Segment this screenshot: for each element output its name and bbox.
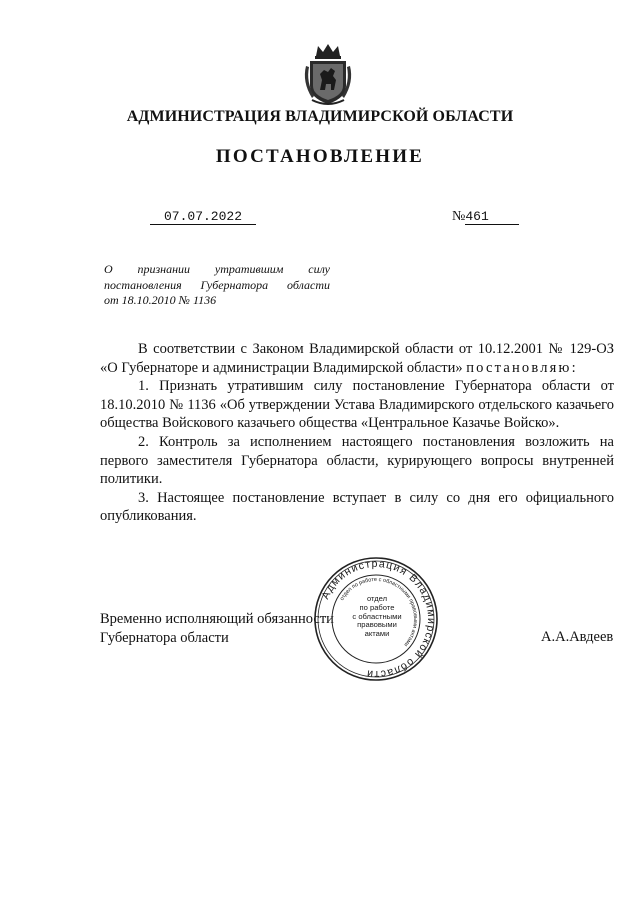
stamp-outer-text: Администрация Владимирской области [319,557,438,681]
decree-word: постановляю: [466,359,578,376]
subject-line: О признании утратившим силу [104,262,330,276]
preamble-text: В соответствии с Законом Владимирской области от 10.12.2001 № 129-ОЗ «О Губернаторе и администрации Владимирской области» [100,341,614,376]
subject-line: постановления Губернатора области [104,277,330,292]
item-paragraph-3: 3. Настоящее постановление вступает в силу со дня его официального опубликования. [100,489,614,525]
stamp-center-line: по работе [359,602,395,612]
stamp-inner-text: отдел по работе с областными правовыми актами [339,576,419,648]
document-subject [104,262,330,309]
document-body [100,340,614,526]
document-type: ПОСТАНОВЛЕНИЕ [215,146,425,167]
signatory-position-line: Временно исполняющий обязанности [100,611,334,627]
signatory-position [100,610,334,648]
coat-of-arms-icon [300,42,356,106]
signatory-name: А.А.Авдеев [541,629,614,645]
number-sign: № [452,209,466,224]
stamp-center-line: правовыми [357,620,397,630]
document-number: 461 [465,209,519,225]
stamp-center-line: с областными [352,611,402,621]
signatory-position-line: Губернатора области [100,630,229,646]
stamp-center-text [345,595,409,639]
document-date: 07.07.2022 [150,209,256,225]
preamble-paragraph [100,340,614,377]
subject-line: от 18.10.2010 № 1136 [104,293,217,307]
document-number-block [452,209,519,225]
item-paragraph-1: 1. Признать утратившим силу постановление Губернатора области от 18.10.2010 № 1136 «Об утверждении Устава Владимирского отдельского казачьего общества Войскового казачьего общества «Центральное Казачье Войско». [100,378,614,432]
organization-name: АДМИНИСТРАЦИЯ ВЛАДИМИРСКОЙ ОБЛАСТИ [126,108,514,125]
item-paragraph-2: 2. Контроль за исполнением настоящего постановления возложить на первого заместителя Губернатора области, курирующего вопросы внутренней политики. [100,433,614,488]
stamp-center-line: отдел [366,594,388,603]
stamp-center-line: актами [364,629,390,639]
